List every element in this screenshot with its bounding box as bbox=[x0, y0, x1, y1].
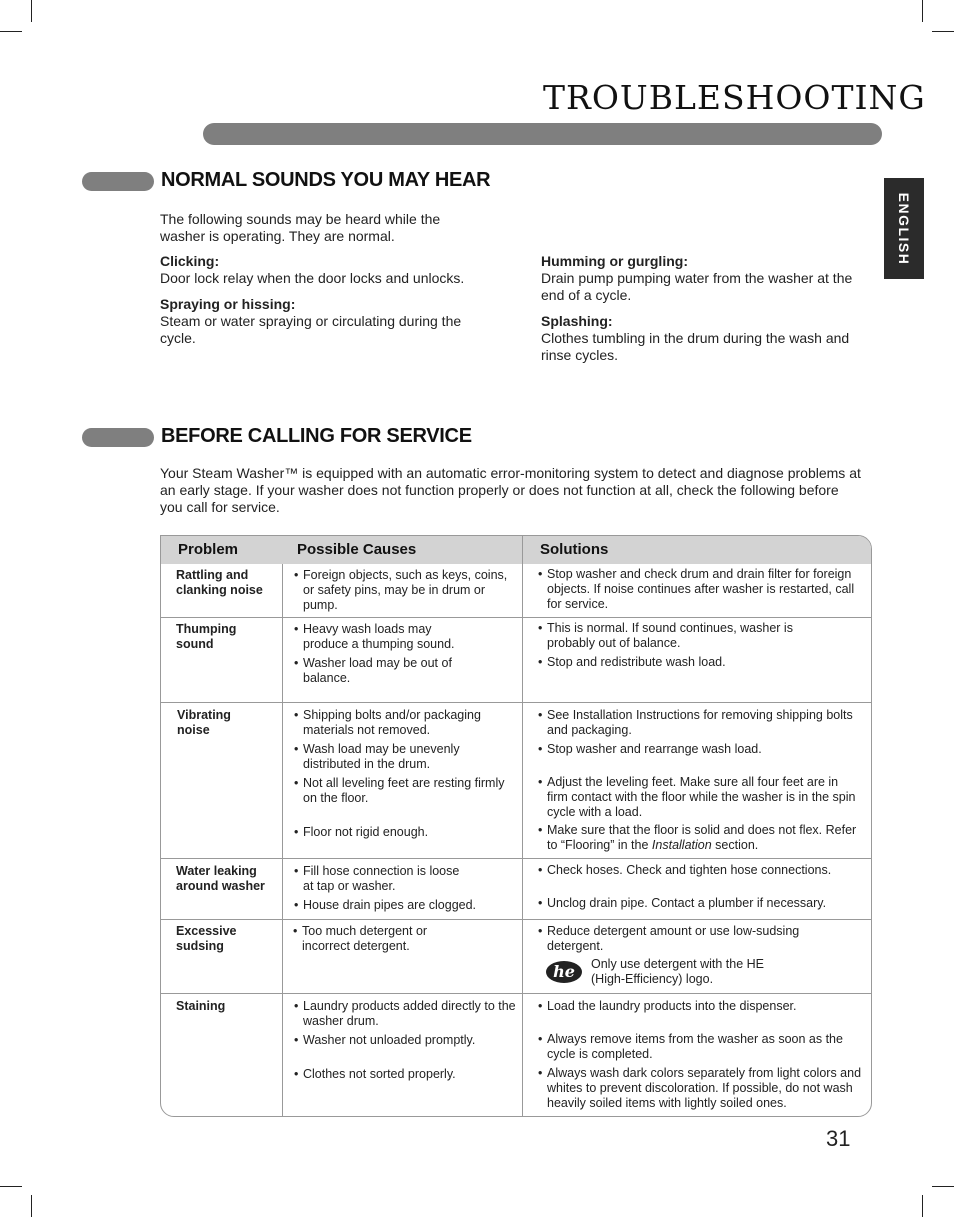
title-bar bbox=[203, 123, 882, 145]
problem-cell: Water leaking around washer bbox=[176, 864, 265, 893]
causes-cell bbox=[294, 708, 514, 840]
problem-cell: Vibrating noise bbox=[177, 708, 231, 737]
solution-item: • Stop washer and rearrange wash load. bbox=[538, 742, 862, 757]
row-divider bbox=[161, 993, 871, 994]
row-divider bbox=[161, 858, 871, 859]
header-causes: Possible Causes bbox=[297, 541, 417, 558]
cause-item: • Foreign objects, such as keys, coins, or safety pins, may be in drum or pump. bbox=[294, 568, 514, 613]
causes-cell bbox=[294, 568, 514, 613]
solution-italic: Installation bbox=[651, 838, 712, 852]
cause-item: • Wash load may be unevenly distributed in the drum. bbox=[294, 742, 514, 772]
sound-item bbox=[160, 296, 465, 347]
language-tab bbox=[884, 178, 924, 279]
causes-cell bbox=[294, 999, 516, 1082]
solution-item: • See Installation Instructions for removing shipping bolts and packaging. bbox=[538, 708, 862, 738]
sound-text: Drain pump pumping water from the washer at the end of a cycle. bbox=[541, 270, 853, 303]
solution-text: Make sure that the floor is solid and does not flex. Refer to “Flooring” in the bbox=[547, 823, 857, 852]
solution-item: • Always wash dark colors separately from light colors and whites to prevent discoloration. If possible, do not wash heavily soiled items with lightly soiled ones. bbox=[538, 1066, 863, 1111]
normal-sounds-heading: NORMAL SOUNDS YOU MAY HEAR bbox=[161, 169, 491, 191]
solutions-cell bbox=[538, 924, 838, 954]
cause-item: • Not all leveling feet are resting firmly on the floor. bbox=[294, 776, 514, 806]
cause-item: • Heavy wash loads may produce a thumping sound. bbox=[294, 622, 474, 652]
sound-item bbox=[541, 313, 856, 364]
solution-tail: section. bbox=[711, 838, 759, 852]
page-title: TROUBLESHOOTING bbox=[543, 78, 926, 117]
solution-item: • Stop and redistribute wash load. bbox=[538, 655, 838, 670]
header-problem: Problem bbox=[178, 541, 239, 558]
header-solutions: Solutions bbox=[540, 541, 609, 558]
cause-item: • Fill hose connection is loose at tap or washer. bbox=[294, 864, 473, 894]
causes-cell bbox=[293, 924, 443, 954]
crop-mark bbox=[932, 31, 954, 32]
problem-cell: Excessive sudsing bbox=[176, 924, 237, 953]
solution-item: • Reduce detergent amount or use low-sudsing detergent. bbox=[538, 924, 838, 954]
sound-text: Clothes tumbling in the drum during the wash and rinse cycles. bbox=[541, 330, 850, 363]
solutions-cell bbox=[538, 999, 863, 1111]
cause-item: • Clothes not sorted properly. bbox=[294, 1067, 516, 1082]
cause-item: • Washer load may be out of balance. bbox=[294, 656, 474, 686]
problem-cell: Thumping sound bbox=[176, 622, 237, 651]
section-pill bbox=[82, 428, 154, 447]
solution-item: • This is normal. If sound continues, washer is probably out of balance. bbox=[538, 621, 838, 651]
sound-item bbox=[541, 253, 856, 304]
solutions-cell bbox=[538, 708, 862, 853]
section-pill bbox=[82, 172, 154, 191]
page-number: 31 bbox=[826, 1126, 851, 1151]
service-intro: Your Steam Washer™ is equipped with an automatic error-monitoring system to detect and diagnose problems at an early stage. If your washer does not function properly or does not function at all, check the following before you call for service. bbox=[160, 465, 861, 515]
crop-mark bbox=[31, 0, 32, 22]
row-divider bbox=[161, 617, 871, 618]
troubleshooting-table bbox=[160, 535, 872, 1117]
he-note: Only use detergent with the HE (High-Efficiency) logo. bbox=[591, 957, 765, 986]
solutions-cell bbox=[538, 863, 862, 911]
causes-cell bbox=[294, 864, 514, 913]
solutions-cell bbox=[538, 567, 860, 612]
crop-mark bbox=[922, 0, 923, 22]
solution-item: • Always remove items from the washer as soon as the cycle is completed. bbox=[538, 1032, 863, 1062]
sound-label: Humming or gurgling: bbox=[541, 253, 688, 269]
sounds-left-column bbox=[160, 253, 495, 356]
cause-item: • Too much detergent or incorrect detergent. bbox=[293, 924, 443, 954]
solution-item: • Adjust the leveling feet. Make sure all four feet are in firm contact with the floor while the washer is in the spin cycle with a load. bbox=[538, 775, 862, 820]
cause-item: • House drain pipes are clogged. bbox=[294, 898, 514, 913]
sound-label: Splashing: bbox=[541, 313, 613, 329]
column-divider bbox=[282, 564, 283, 1116]
crop-mark bbox=[31, 1195, 32, 1217]
solution-item: • Load the laundry products into the dispenser. bbox=[538, 999, 863, 1014]
solution-item: • Check hoses. Check and tighten hose connections. bbox=[538, 863, 862, 878]
sound-label: Clicking: bbox=[160, 253, 220, 269]
cause-item: • Floor not rigid enough. bbox=[294, 825, 514, 840]
sounds-right-column bbox=[541, 253, 856, 373]
crop-mark bbox=[0, 1186, 22, 1187]
solution-item: • Unclog drain pipe. Contact a plumber if necessary. bbox=[538, 896, 862, 911]
crop-mark bbox=[932, 1186, 954, 1187]
problem-cell: Rattling and clanking noise bbox=[176, 568, 263, 597]
row-divider bbox=[161, 919, 871, 920]
crop-mark bbox=[922, 1195, 923, 1217]
table-header bbox=[161, 536, 871, 564]
column-divider bbox=[522, 536, 523, 1116]
problem-cell: Staining bbox=[176, 999, 226, 1013]
language-tab-label: ENGLISH bbox=[896, 192, 912, 265]
crop-mark bbox=[0, 31, 22, 32]
solution-item bbox=[538, 823, 862, 853]
causes-cell bbox=[294, 622, 474, 686]
service-heading: BEFORE CALLING FOR SERVICE bbox=[161, 425, 472, 447]
he-logo-icon: he bbox=[546, 961, 582, 983]
row-divider bbox=[161, 702, 871, 703]
sound-text: Door lock relay when the door locks and unlocks. bbox=[160, 270, 465, 286]
sound-text: Steam or water spraying or circulating during the cycle. bbox=[160, 313, 462, 346]
cause-item: • Shipping bolts and/or packaging materials not removed. bbox=[294, 708, 514, 738]
cause-item: • Washer not unloaded promptly. bbox=[294, 1033, 516, 1048]
cause-item: • Laundry products added directly to the washer drum. bbox=[294, 999, 516, 1029]
solutions-cell bbox=[538, 621, 838, 670]
normal-sounds-intro: The following sounds may be heard while the washer is operating. They are normal. bbox=[160, 211, 441, 244]
sound-label: Spraying or hissing: bbox=[160, 296, 296, 312]
sound-item bbox=[160, 253, 495, 287]
solution-item: • Stop washer and check drum and drain filter for foreign objects. If noise continues after washer is restarted, call for service. bbox=[538, 567, 860, 612]
